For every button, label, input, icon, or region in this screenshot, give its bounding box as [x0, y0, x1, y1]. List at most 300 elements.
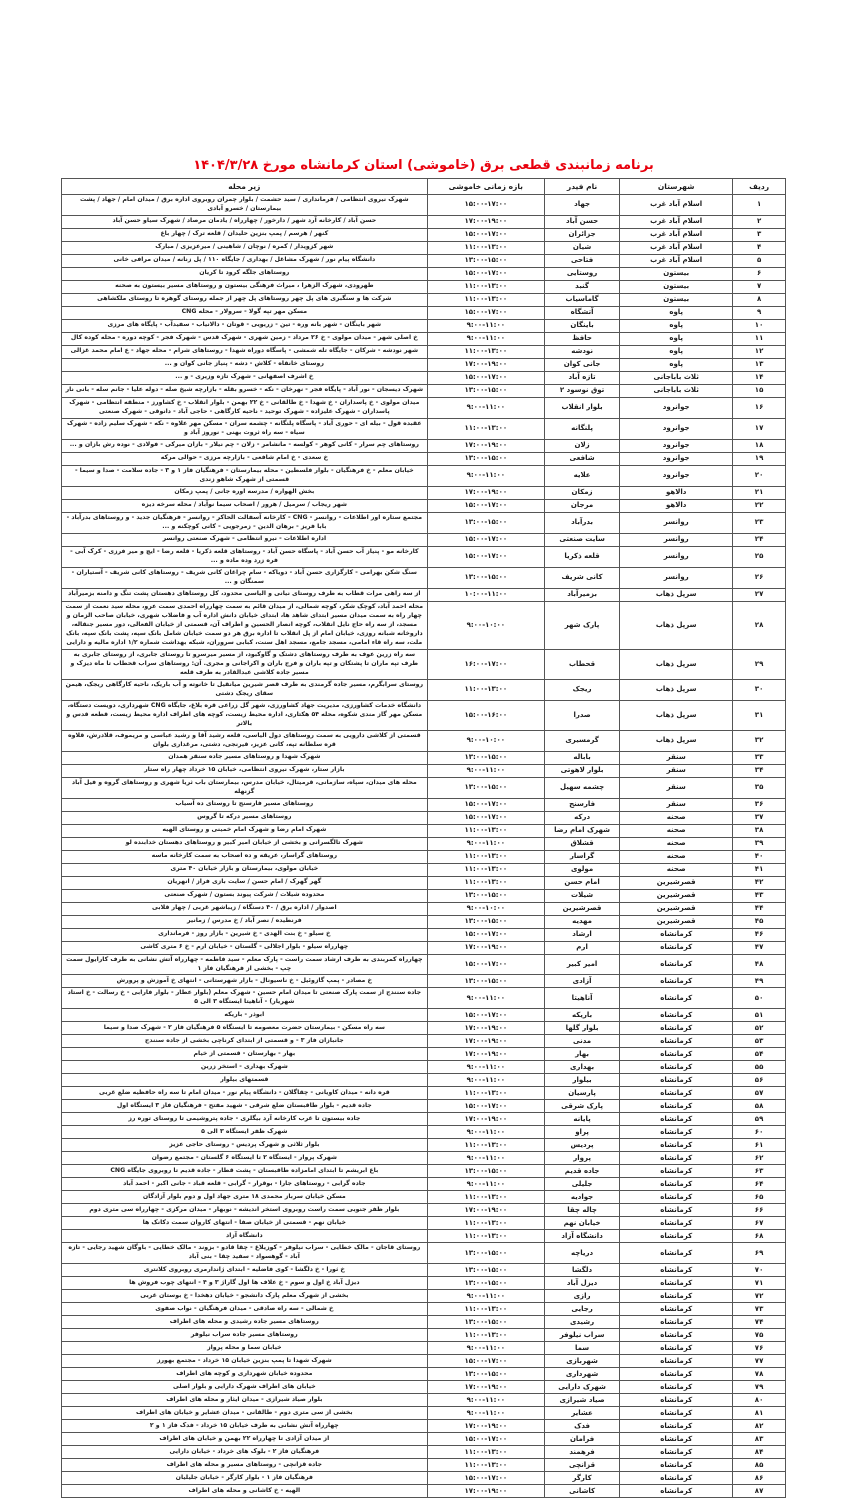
county-cell: صحنه: [620, 850, 733, 863]
table-row: [62, 319, 786, 332]
sub-neighborhood-cell: گهر گهرک / امام حسن / سایت بازی فراز / انهریان: [62, 876, 428, 889]
county-cell: سنقر: [620, 798, 733, 811]
county-cell: کرمانشاه: [620, 1217, 733, 1230]
row-number-cell: ۶: [733, 267, 786, 280]
table-row: [62, 1113, 786, 1126]
county-cell: پاوه: [620, 306, 733, 319]
table-row: [62, 397, 786, 418]
table-row: [62, 1139, 786, 1152]
table-row: [62, 601, 786, 649]
row-number-cell: ۴۱: [733, 863, 786, 876]
row-number-cell: ۱۴: [733, 371, 786, 384]
outage-time-cell: ۱۱:۰۰-۱۳:۰۰: [427, 293, 544, 306]
sub-neighborhood-cell: ابوذر - باریکه: [62, 1009, 428, 1022]
outage-time-cell: ۱۱:۰۰-۱۳:۰۰: [427, 1191, 544, 1204]
sub-neighborhood-cell: جاده گرابی - روستاهای جارا - بوقرار - گرابی - قلعه قباد - جانی اکبر - احمد آباد: [62, 1178, 428, 1191]
table-row: [62, 1485, 786, 1498]
outage-time-cell: ۹:۰۰-۱۱:۰۰: [427, 1061, 544, 1074]
table-row: [62, 1277, 786, 1290]
county-cell: سرپل ذهاب: [620, 730, 733, 751]
outage-time-cell: ۱۵:۰۰-۱۷:۰۰: [427, 928, 544, 941]
sub-neighborhood-cell: شرکت ها و سنگبری های پل چهر روستاهای پل چهر از جمله روستای گوهره تا روستای ملکشاهی: [62, 293, 428, 306]
county-cell: قصرشیرین: [620, 876, 733, 889]
county-cell: اسلام آباد غرب: [620, 254, 733, 267]
table-row: [62, 371, 786, 384]
table-row: [62, 798, 786, 811]
outage-time-cell: ۹:۰۰-۱۱:۰۰: [427, 319, 544, 332]
table-row: [62, 876, 786, 889]
row-number-cell: ۵۳: [733, 1035, 786, 1048]
table-row: [62, 837, 786, 850]
sub-neighborhood-cell: روستاهای مسیر فارسنج تا روستای ده آسیاب: [62, 798, 428, 811]
table-row: [62, 439, 786, 452]
sub-neighborhood-cell: دانشگاه آزاد: [62, 1230, 428, 1243]
sub-neighborhood-cell: کنهر / هرسم / پمپ بنزین حلیدان / قلعه ترک / چهار باغ: [62, 228, 428, 241]
county-cell: قصرشیرین: [620, 902, 733, 915]
feeder-cell: جوادیه: [544, 1191, 619, 1204]
table-row: [62, 332, 786, 345]
feeder-cell: زمکان: [544, 486, 619, 499]
table-row: [62, 1009, 786, 1022]
sub-neighborhood-cell: جانبازان فاز ۳ - و قسمتی از ابتدای کرناچی بخشی از جاده سنندج: [62, 1035, 428, 1048]
sub-neighborhood-cell: قسمتی از کلاشی دارویی به سمت روستاهای دول الیاسی، قلعه رشید آقا و رشید عباسی و مریموف، قلادرش، قلاوه قره سلطانه تپه، کانی عزیز، قیرنجی، دشتی، مرغداری بلوان: [62, 730, 428, 751]
sub-neighborhood-cell: روستای قاجان - مالک خطایی - سراب نیلوفر - کوزیلاغ - چقا قادو - بزوند - مالک خطایی - باوگان شهید رجایی - تازه آباد - گوهسواد - سفید چقا - بنی آباد: [62, 1243, 428, 1264]
row-number-cell: ۸۷: [733, 1485, 786, 1498]
row-number-cell: ۷۹: [733, 1381, 786, 1394]
county-cell: کرمانشاه: [620, 1485, 733, 1498]
row-number-cell: ۸: [733, 293, 786, 306]
table-row: [62, 954, 786, 975]
outage-time-cell: ۱۵:۰۰-۱۶:۰۰: [427, 700, 544, 730]
outage-time-cell: ۱۵:۰۰-۱۷:۰۰: [427, 267, 544, 280]
feeder-cell: جهاد: [544, 195, 619, 216]
row-number-cell: ۸۵: [733, 1459, 786, 1472]
outage-time-cell: ۱۱:۰۰-۱۳:۰۰: [427, 1230, 544, 1243]
table-row: [62, 1152, 786, 1165]
feeder-cell: پارسیان: [544, 1087, 619, 1100]
feeder-cell: صیاد شیرازی: [544, 1394, 619, 1407]
outage-time-cell: ۱۱:۰۰-۱۳:۰۰: [427, 1303, 544, 1316]
feeder-cell: رازی: [544, 1290, 619, 1303]
sub-neighborhood-cell: روستای خانقاه - کلاش - دشه - پنیاز جانی کوان و ...: [62, 358, 428, 371]
county-cell: کرمانشاه: [620, 1139, 733, 1152]
table-row: [62, 254, 786, 267]
table-row: [62, 941, 786, 954]
row-number-cell: ۵۰: [733, 988, 786, 1009]
sub-neighborhood-cell: شهر باینگان - شهر بانه وره - تین - زریویی - قوتان - دالانیاب - سفیدآب - پایگاه های مرزی: [62, 319, 428, 332]
county-cell: کرمانشاه: [620, 1100, 733, 1113]
sub-neighborhood-cell: خیابان نهم - قسمتی از خیابان صفا - انتهای کاروان سمت دکانک ها: [62, 1217, 428, 1230]
sub-neighborhood-cell: جاده بیستون تا غرب کارخانه آرد بیگلری - جاده پتروشیمی تا روستای توره رز: [62, 1113, 428, 1126]
sub-neighborhood-cell: چهارراه آتش نشانی به طرف خیابان ۱۵ خرداد - فدک فاز ۱ و ۲: [62, 1420, 428, 1433]
sub-neighborhood-cell: خ ثورا - خ دلگشا - کوی فاضلیه - ابتدای ژاندارمری روبروی کلانتری: [62, 1264, 428, 1277]
row-number-cell: ۲۲: [733, 499, 786, 512]
row-number-cell: ۳۶: [733, 798, 786, 811]
county-cell: کرمانشاه: [620, 1407, 733, 1420]
row-number-cell: ۳۷: [733, 811, 786, 824]
county-cell: سرپل ذهاب: [620, 588, 733, 601]
county-cell: کرمانشاه: [620, 1433, 733, 1446]
outage-time-cell: ۱۳:۰۰-۱۵:۰۰: [427, 1316, 544, 1329]
county-cell: صحنه: [620, 824, 733, 837]
county-cell: کرمانشاه: [620, 1087, 733, 1100]
feeder-cell: شهربازی: [544, 1355, 619, 1368]
table-row: [62, 588, 786, 601]
county-cell: کرمانشاه: [620, 1048, 733, 1061]
feeder-cell: آناهیتا: [544, 988, 619, 1009]
row-number-cell: ۶۰: [733, 1126, 786, 1139]
county-cell: کرمانشاه: [620, 1368, 733, 1381]
feeder-cell: کارگر: [544, 1472, 619, 1485]
sub-neighborhood-cell: روستاهای مسیر درکه تا گروس: [62, 811, 428, 824]
feeder-cell: گرمسیری: [544, 730, 619, 751]
sub-neighborhood-cell: روستاهای چم سرار - کانی کوهر - کولسه - مانشامر - زلان - چم نیلار - بازان میرکی - فولادی - نوده رش بازان و ...: [62, 439, 428, 452]
county-cell: کرمانشاه: [620, 928, 733, 941]
county-cell: کرمانشاه: [620, 1381, 733, 1394]
table-row: [62, 1381, 786, 1394]
col-header-sub-neighborhood: زیر محله: [62, 179, 428, 195]
sub-neighborhood-cell: بلوار ثلاثی و شهرک پردیس - روستای حاجی عزیز: [62, 1139, 428, 1152]
table-row: [62, 228, 786, 241]
outage-time-cell: ۱۷:۰۰-۱۹:۰۰: [427, 1204, 544, 1217]
row-number-cell: ۴۴: [733, 902, 786, 915]
county-cell: قصرشیرین: [620, 889, 733, 902]
feeder-cell: قشلاق: [544, 837, 619, 850]
feeder-cell: روستایی: [544, 267, 619, 280]
county-cell: اسلام آباد غرب: [620, 228, 733, 241]
outage-time-cell: ۱۵:۰۰-۱۷:۰۰: [427, 1009, 544, 1022]
sub-neighborhood-cell: خ اصلی شهر - میدان مولوی - خ ۲۶ مرداد - زمین شهری - شهرک قدس - شهرک فجر - کوچه دوره - محله کوده کال: [62, 332, 428, 345]
county-cell: سنقر: [620, 777, 733, 798]
county-cell: کرمانشاه: [620, 1178, 733, 1191]
row-number-cell: ۱۷: [733, 418, 786, 439]
outage-time-cell: ۹:۰۰-۱۱:۰۰: [427, 1394, 544, 1407]
sub-neighborhood-cell: خ شمالی - سه راه صادقی - میدان فرهنگیان - نواب صفوی: [62, 1303, 428, 1316]
sub-neighborhood-cell: روستاهای جلگه کرود تا کریان: [62, 267, 428, 280]
feeder-cell: آزادی: [544, 975, 619, 988]
feeder-cell: باباله: [544, 751, 619, 764]
county-cell: پاوه: [620, 319, 733, 332]
feeder-cell: سما: [544, 1342, 619, 1355]
outage-time-cell: ۱۱:۰۰-۱۳:۰۰: [427, 1139, 544, 1152]
row-number-cell: ۳: [733, 228, 786, 241]
table-row: [62, 889, 786, 902]
feeder-cell: بیلوار: [544, 1074, 619, 1087]
sub-neighborhood-cell: خ سعدی - خ امام شافعی - بازارچه مرزی - حوالی مرکه: [62, 452, 428, 465]
feeder-cell: مدنی: [544, 1035, 619, 1048]
outage-time-cell: ۱۷:۰۰-۱۹:۰۰: [427, 1420, 544, 1433]
county-cell: کرمانشاه: [620, 1290, 733, 1303]
table-row: [62, 241, 786, 254]
county-cell: ثلاث باباجانی: [620, 384, 733, 397]
county-cell: دالاهو: [620, 486, 733, 499]
outage-time-cell: ۹:۰۰-۱۰:۰۰: [427, 601, 544, 649]
sub-neighborhood-cell: بخش الهواره / مدرسه اوره جانی / پمپ زمکان: [62, 486, 428, 499]
county-cell: دالاهو: [620, 499, 733, 512]
feeder-cell: جاده قدیم: [544, 1165, 619, 1178]
county-cell: صحنه: [620, 863, 733, 876]
outage-time-cell: ۹:۰۰-۱۱:۰۰: [427, 1074, 544, 1087]
county-cell: کرمانشاه: [620, 954, 733, 975]
county-cell: کرمانشاه: [620, 1022, 733, 1035]
outage-time-cell: ۱۵:۰۰-۱۷:۰۰: [427, 1433, 544, 1446]
table-row: [62, 499, 786, 512]
county-cell: کرمانشاه: [620, 1316, 733, 1329]
row-number-cell: ۴۹: [733, 975, 786, 988]
feeder-cell: ارم: [544, 941, 619, 954]
table-row: [62, 988, 786, 1009]
county-cell: کرمانشاه: [620, 1074, 733, 1087]
table-row: [62, 1459, 786, 1472]
sub-neighborhood-cell: شهرک پروار - ایستگاه ۲ تا ایستگاه ۶ گلستان - مجتمع رضوان: [62, 1152, 428, 1165]
row-number-cell: ۶۷: [733, 1217, 786, 1230]
col-header-county: شهرستان: [620, 179, 733, 195]
outage-time-cell: ۱۳:۰۰-۱۵:۰۰: [427, 254, 544, 267]
table-header: [62, 179, 786, 195]
sub-neighborhood-cell: خیابان سما و محله پرواز: [62, 1342, 428, 1355]
row-number-cell: ۵۴: [733, 1048, 786, 1061]
outage-time-cell: ۹:۰۰-۱۱:۰۰: [427, 1342, 544, 1355]
sub-neighborhood-cell: الهیه - خ کاشانی و محله های اطراف: [62, 1485, 428, 1498]
outage-time-cell: ۱۳:۰۰-۱۵:۰۰: [427, 452, 544, 465]
outage-time-cell: ۱۵:۰۰-۱۷:۰۰: [427, 195, 544, 216]
row-number-cell: ۴۰: [733, 850, 786, 863]
feeder-cell: مرجان: [544, 499, 619, 512]
sub-neighborhood-cell: بلوار ظفر جنوبی سمت راست روبروی استخر اندیشه - نوبهار - میدان مرکزی - چهارراه سی متری دوم: [62, 1204, 428, 1217]
sub-neighborhood-cell: بازار ستار، شهرک نیروی انتظامی، خیابان ۱۵ خرداد چهار راه ستار: [62, 764, 428, 777]
feeder-cell: قحطاب: [544, 649, 619, 679]
sub-neighborhood-cell: شهرک دیسجان - نور آباد - پایگاه فجر - نهرخان - نکه - خسرو بقله - بازارچه شیخ صله - دوله علیا - جانم سله - بانی نار: [62, 384, 428, 397]
table-row: [62, 751, 786, 764]
table-row: [62, 1061, 786, 1074]
feeder-cell: امام حسن: [544, 876, 619, 889]
table-row: [62, 358, 786, 371]
outage-time-cell: ۹:۰۰-۱۱:۰۰: [427, 1152, 544, 1165]
feeder-cell: فارسنج: [544, 798, 619, 811]
table-row: [62, 764, 786, 777]
county-cell: کرمانشاه: [620, 988, 733, 1009]
row-number-cell: ۴۷: [733, 941, 786, 954]
feeder-cell: ریجک: [544, 679, 619, 700]
header-row: [62, 179, 786, 195]
feeder-cell: کانی شریف: [544, 567, 619, 588]
feeder-cell: صدرا: [544, 700, 619, 730]
county-cell: سرپل ذهاب: [620, 601, 733, 649]
sub-neighborhood-cell: چهارراه کمربندی به طرف ارشاد سمت راست - پارک معلم - سید فاطمه - چهارراه آتش نشانی به طرف کارایول سمت چپ - بخشی از فرهنگیان فاز ۱: [62, 954, 428, 975]
sub-neighborhood-cell: خ مصادر - پمپ گازوئیل - خ ناسیونال - بازار شهرستانی - انتهای خ آموزش و پرورش: [62, 975, 428, 988]
feeder-cell: درکه: [544, 811, 619, 824]
feeder-cell: گراسار: [544, 850, 619, 863]
row-number-cell: ۶۲: [733, 1152, 786, 1165]
row-number-cell: ۶۱: [733, 1139, 786, 1152]
table-body: [62, 195, 786, 1498]
feeder-cell: فتاحی: [544, 254, 619, 267]
table-row: [62, 1368, 786, 1381]
table-row: [62, 824, 786, 837]
table-row: [62, 700, 786, 730]
page-title: برنامه زمانبندی قطعی برق (خاموشی) استان کرمانشاه مورخ ۱۴۰۴/۳/۲۸: [193, 158, 654, 173]
row-number-cell: ۱: [733, 195, 786, 216]
outage-time-cell: ۱۱:۰۰-۱۳:۰۰: [427, 345, 544, 358]
sub-neighborhood-cell: عقبده قول - بیله ای - حوری آباد - پاسگاه پلنگانه - چشمه سران - مسکن مهر علاوه - نکه - شهرک سلیم زاده - شهرک سیاه - سه راه ثروت بهنی - نوروز آباد و: [62, 418, 428, 439]
sub-neighborhood-cell: از میدان آزادی تا چهارراه ۲۲ بهمن و خیابان های اطراف: [62, 1433, 428, 1446]
outage-time-cell: ۱۵:۰۰-۱۷:۰۰: [427, 1472, 544, 1485]
row-number-cell: ۵۹: [733, 1113, 786, 1126]
sub-neighborhood-cell: قسمتهای بیلوار: [62, 1074, 428, 1087]
row-number-cell: ۵۲: [733, 1022, 786, 1035]
sub-neighborhood-cell: محله های میدان، سپاه، سازمانی، قرمیتال، خیابان مدرس، بیمارستان باب ثریا شهری و روستاهای گروه و فیل آباد گزنهله: [62, 777, 428, 798]
county-cell: کرمانشاه: [620, 1342, 733, 1355]
feeder-cell: فدک: [544, 1420, 619, 1433]
county-cell: اسلام آباد غرب: [620, 195, 733, 216]
feeder-cell: سراب نیلوفر: [544, 1329, 619, 1342]
row-number-cell: ۸۴: [733, 1446, 786, 1459]
feeder-cell: قصرشیرین: [544, 902, 619, 915]
sub-neighborhood-cell: شهرک تالگسرانی و بخشی از خیابان امیر کبیر و روستاهای دهستان خدابنده لو: [62, 837, 428, 850]
table-row: [62, 1316, 786, 1329]
feeder-cell: پردیس: [544, 1139, 619, 1152]
row-number-cell: ۱۸: [733, 439, 786, 452]
outage-schedule-table: [61, 178, 786, 1498]
outage-time-cell: ۱۷:۰۰-۱۹:۰۰: [427, 1035, 544, 1048]
outage-time-cell: ۱۰:۰۰-۱۱:۰۰: [427, 588, 544, 601]
outage-time-cell: ۹:۰۰-۱۰:۰۰: [427, 730, 544, 751]
sub-neighborhood-cell: جاده سنندج از سمت پارک صنعتی تا میدان امام حسین - شهرک معلم (بلوار عطار - بلوار فارابی - خ رسالت - خ استاد شهریار) - آناهیتا ایستگاه ۳ الی ۵: [62, 988, 428, 1009]
outage-time-cell: ۱۳:۰۰-۱۵:۰۰: [427, 777, 544, 798]
feeder-cell: رشیدی: [544, 1316, 619, 1329]
row-number-cell: ۶۳: [733, 1165, 786, 1178]
outage-time-cell: ۱۶:۰۰-۱۷:۰۰: [427, 649, 544, 679]
table-row: [62, 384, 786, 397]
row-number-cell: ۴: [733, 241, 786, 254]
table-row: [62, 1329, 786, 1342]
outage-time-cell: ۱۱:۰۰-۱۳:۰۰: [427, 1087, 544, 1100]
feeder-cell: حافظ: [544, 332, 619, 345]
county-cell: کرمانشاه: [620, 1394, 733, 1407]
county-cell: کرمانشاه: [620, 1035, 733, 1048]
table-row: [62, 1022, 786, 1035]
outage-time-cell: ۹:۰۰-۱۱:۰۰: [427, 397, 544, 418]
sub-neighborhood-cell: محدوده خیابان شهرداری و کوچه های اطراف: [62, 1368, 428, 1381]
outage-time-cell: ۹:۰۰-۱۰:۰۰: [427, 902, 544, 915]
county-cell: کرمانشاه: [620, 1355, 733, 1368]
outage-time-cell: ۹:۰۰-۱۱:۰۰: [427, 1290, 544, 1303]
county-cell: سرپل ذهاب: [620, 679, 733, 700]
outage-time-cell: ۹:۰۰-۱۱:۰۰: [427, 1407, 544, 1420]
col-header-feeder: نام فیدر: [544, 179, 619, 195]
county-cell: کرمانشاه: [620, 1009, 733, 1022]
sub-neighborhood-cell: فرهنگیان فاز ۲ - بلوک های خرداد - خیابان دارایی: [62, 1446, 428, 1459]
outage-time-cell: ۱۵:۰۰-۱۷:۰۰: [427, 546, 544, 567]
sub-neighborhood-cell: فرنطیده / نصر آباد / خ مدرس / زمانیر: [62, 915, 428, 928]
feeder-cell: پروار: [544, 1152, 619, 1165]
table-row: [62, 267, 786, 280]
outage-time-cell: ۱۵:۰۰-۱۷:۰۰: [427, 499, 544, 512]
sub-neighborhood-cell: شهرک ظفر ایستگاه ۳ الی ۵: [62, 1126, 428, 1139]
outage-time-cell: ۱۷:۰۰-۱۹:۰۰: [427, 439, 544, 452]
outage-time-cell: ۱۵:۰۰-۱۷:۰۰: [427, 228, 544, 241]
row-number-cell: ۶۴: [733, 1178, 786, 1191]
feeder-cell: بهار: [544, 1048, 619, 1061]
feeder-cell: رجایی: [544, 1303, 619, 1316]
table-row: [62, 1048, 786, 1061]
feeder-cell: خیابان نهم: [544, 1217, 619, 1230]
county-cell: کرمانشاه: [620, 941, 733, 954]
county-cell: صحنه: [620, 811, 733, 824]
feeder-cell: چاله چقا: [544, 1204, 619, 1217]
table-row: [62, 486, 786, 499]
table-row: [62, 928, 786, 941]
county-cell: ثلاث باباجانی: [620, 371, 733, 384]
table-row: [62, 915, 786, 928]
table-row: [62, 465, 786, 486]
outage-time-cell: ۱۱:۰۰-۱۳:۰۰: [427, 280, 544, 293]
sub-neighborhood-cell: بهار - بهارستان - قسمتی از خیام: [62, 1048, 428, 1061]
row-number-cell: ۱۶: [733, 397, 786, 418]
table-row: [62, 1433, 786, 1446]
table-row: [62, 1342, 786, 1355]
table-row: [62, 306, 786, 319]
table-row: [62, 195, 786, 216]
county-cell: روانسر: [620, 546, 733, 567]
sub-neighborhood-cell: حسن آباد / کارخانه آرد شهر / دارخور / چهارراه / یادمان مرصاد / شهرک سیاو حسن آباد: [62, 215, 428, 228]
row-number-cell: ۳۴: [733, 764, 786, 777]
table-row: [62, 1204, 786, 1217]
feeder-cell: پلنگانه: [544, 418, 619, 439]
sub-neighborhood-cell: بخشی از شهرک معلم پارک دانشجو - خیابان دهخدا - خ بوستان غربی: [62, 1290, 428, 1303]
sub-neighborhood-cell: چهارراه سیلو - بلوار اجلالی - گلستان - خیابان ارم - خ ۶ متری کاشی: [62, 941, 428, 954]
feeder-cell: چشمه سهیل: [544, 777, 619, 798]
sub-neighborhood-cell: باغ ابریشم تا ابتدای امامزاده طاقبستان - پشت قطار - جاده قدیم تا روبروی جایگاه CNG: [62, 1165, 428, 1178]
row-number-cell: ۲۷: [733, 588, 786, 601]
county-cell: کرمانشاه: [620, 975, 733, 988]
outage-time-cell: ۱۷:۰۰-۱۹:۰۰: [427, 1113, 544, 1126]
row-number-cell: ۵۷: [733, 1087, 786, 1100]
row-number-cell: ۲۴: [733, 533, 786, 546]
table-row: [62, 1290, 786, 1303]
feeder-cell: دانشگاه آزاد: [544, 1230, 619, 1243]
row-number-cell: ۲۹: [733, 649, 786, 679]
county-cell: روانسر: [620, 533, 733, 546]
feeder-cell: جزائران: [544, 228, 619, 241]
outage-time-cell: ۱۱:۰۰-۱۳:۰۰: [427, 241, 544, 254]
row-number-cell: ۱۹: [733, 452, 786, 465]
sub-neighborhood-cell: خ سیلو - خ بنت الهدی - خ شیرین - بازار روز - فرمانداری: [62, 928, 428, 941]
row-number-cell: ۶۵: [733, 1191, 786, 1204]
outage-time-cell: ۱۵:۰۰-۱۷:۰۰: [427, 1100, 544, 1113]
feeder-cell: کاشانی: [544, 1485, 619, 1498]
outage-time-cell: ۱۱:۰۰-۱۳:۰۰: [427, 850, 544, 863]
table-row: [62, 1472, 786, 1485]
row-number-cell: ۶۸: [733, 1230, 786, 1243]
feeder-cell: فرهمند: [544, 1446, 619, 1459]
row-number-cell: ۲۱: [733, 486, 786, 499]
sub-neighborhood-cell: میدان مولوی - خ پاسداران - خ شهدا - خ طالقانی - خ ۲۲ بهمن - بلوار انقلاب - خ کشاورز - منطقه انتظامی - شهرک پاسداران - شهرک علیزاده - شهرک توحید - ناحیه کارگاهی - حاجی آباد - دانوقی - شهرک صنعتی: [62, 397, 428, 418]
feeder-cell: سایت صنعتی: [544, 533, 619, 546]
outage-time-cell: ۱۱:۰۰-۱۳:۰۰: [427, 1446, 544, 1459]
row-number-cell: ۴۵: [733, 915, 786, 928]
sub-neighborhood-cell: سه راه زرین عوف به طرف روستاهای دشتک و گاوکبود، از مسیر میرسرو تا روستای جابری، از روستای جابری به طرف تپه ماران تا پشتکان و تپه باران و فرج باران و اکراجانی و مجری. آن: روستاهای سراب قحطاب تا ماه دیزک و مسیر جاده کلاشی عبدالقادر به طرف قلعه: [62, 649, 428, 679]
sub-neighborhood-cell: از سه راهی مرات قطاب به طرف روستای نیانی و الیاسی محدود، کل روستاهای دهستان پشت تنگ و دامنه بزمیرآباد: [62, 588, 428, 601]
row-number-cell: ۷: [733, 280, 786, 293]
outage-time-cell: ۱۷:۰۰-۱۹:۰۰: [427, 1022, 544, 1035]
feeder-cell: امیر کبیر: [544, 954, 619, 975]
outage-time-cell: ۱۱:۰۰-۱۳:۰۰: [427, 824, 544, 837]
outage-time-cell: ۱۵:۰۰-۱۷:۰۰: [427, 533, 544, 546]
sub-neighborhood-cell: بخشی از سی متری دوم - طالقانی - میدان عشایر و خیابان های اطراف: [62, 1407, 428, 1420]
county-cell: سرپل ذهاب: [620, 700, 733, 730]
feeder-cell: شیان: [544, 241, 619, 254]
